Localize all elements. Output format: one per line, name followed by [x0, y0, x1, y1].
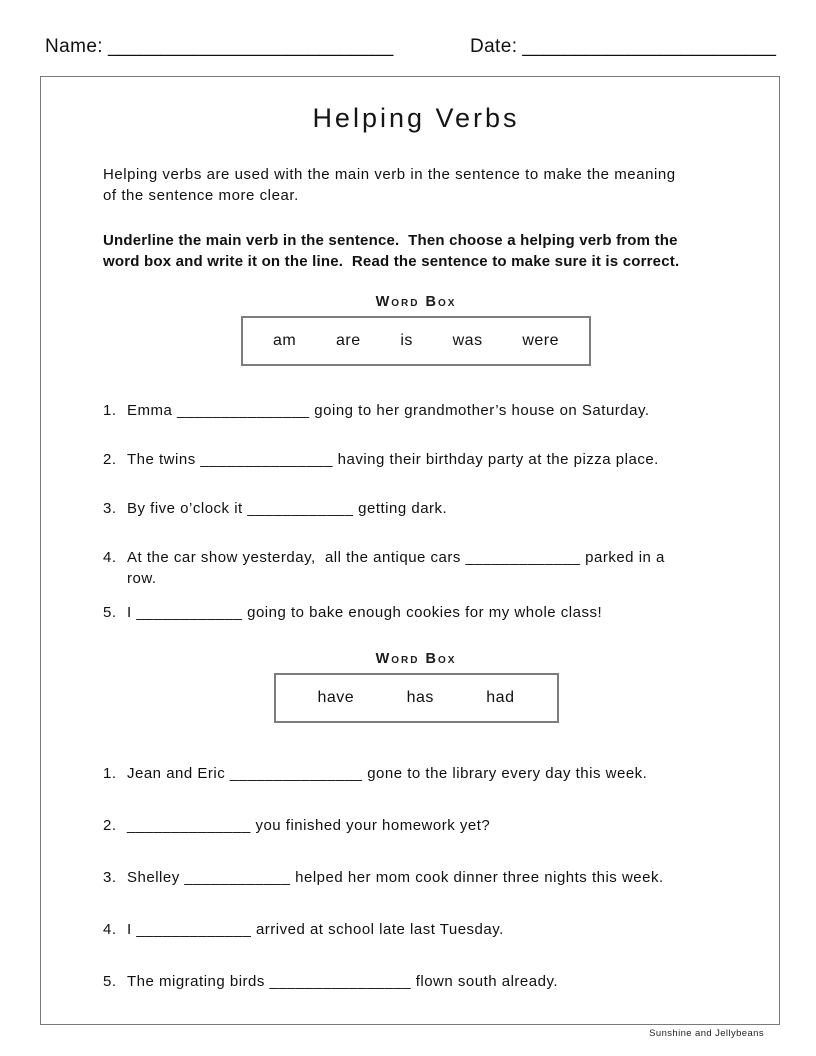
sentence-number: 1. — [103, 765, 117, 782]
sentence-number: 3. — [103, 869, 117, 886]
sentence-number: 3. — [103, 500, 117, 517]
sentence-text — [127, 602, 602, 623]
sentence-item — [103, 815, 729, 836]
word-box-word: has — [406, 689, 434, 706]
name-label: Name: — [45, 36, 103, 57]
sentence-text — [127, 815, 490, 836]
worksheet-sheet — [40, 76, 780, 1025]
name-blank-line: ___________________________ — [107, 36, 394, 57]
sentence-line: Emma _______________ going to her grandmother’s house on Saturday. — [127, 402, 650, 419]
sentence-item — [103, 971, 729, 992]
exercise-section-1 — [103, 294, 729, 623]
sentence-line: Shelley ____________ helped her mom cook dinner three nights this week. — [127, 869, 664, 886]
sentence-number: 4. — [103, 921, 117, 938]
sentence-item — [103, 919, 729, 940]
word-box — [274, 673, 559, 723]
sentence-line: ______________ you finished your homework yet? — [127, 817, 491, 834]
sentence-item — [103, 400, 729, 421]
text-line: word box and write it on the line. Read the sentence to make sure it is correct. — [103, 253, 680, 270]
sentence-text — [127, 971, 558, 992]
sentence-list — [103, 763, 729, 992]
word-box-word: have — [317, 689, 355, 706]
page-title: Helping Verbs — [312, 103, 520, 133]
sentence-line: Jean and Eric _______________ gone to the library every day this week. — [127, 765, 648, 782]
sentence-item — [103, 498, 729, 519]
date-blank-line: ________________________ — [522, 36, 776, 57]
sentence-line: The migrating birds ________________ flown south already. — [127, 973, 558, 990]
name-field — [45, 36, 393, 58]
sentence-number: 5. — [103, 604, 117, 621]
sentence-line: At the car show yesterday, all the antique cars _____________ parked in a — [127, 549, 665, 566]
date-field — [470, 36, 776, 58]
sentence-number: 1. — [103, 402, 117, 419]
word-box-label: Word Box — [375, 294, 457, 310]
sentence-number: 5. — [103, 973, 117, 990]
word-box — [241, 316, 591, 366]
text-line: Underline the main verb in the sentence. Then choose a helping verb from the — [103, 232, 678, 249]
word-box-word: were — [522, 332, 559, 349]
sentence-item — [103, 547, 729, 589]
intro-paragraph — [103, 164, 729, 206]
sentence-line: I ____________ going to bake enough cookies for my whole class! — [127, 604, 603, 621]
sentence-list — [103, 400, 729, 623]
sentence-text — [127, 547, 665, 589]
sentence-line: By five o’clock it ____________ getting dark. — [127, 500, 448, 517]
sentence-text — [127, 919, 504, 940]
header-row — [45, 36, 776, 58]
sentence-line: row. — [127, 570, 157, 587]
word-box-word: had — [486, 689, 515, 706]
sentence-text — [127, 400, 650, 421]
word-box-word: was — [452, 332, 483, 349]
sentence-item — [103, 763, 729, 784]
sentence-item — [103, 867, 729, 888]
sentence-line: The twins _______________ having their birthday party at the pizza place. — [127, 451, 659, 468]
sentence-item — [103, 449, 729, 470]
sentence-item — [103, 602, 729, 623]
word-box-word: is — [400, 332, 413, 349]
sentence-text — [127, 449, 659, 470]
sentence-text — [127, 498, 447, 519]
sentence-number: 2. — [103, 817, 117, 834]
footer-credit: Sunshine and Jellybeans — [649, 1028, 764, 1039]
sentence-text — [127, 763, 647, 784]
sentence-text — [127, 867, 664, 888]
text-line: Helping verbs are used with the main verb in the sentence to make the meaning — [103, 166, 676, 183]
word-box-word: am — [273, 332, 297, 349]
word-box-word: are — [335, 332, 361, 349]
sentence-number: 4. — [103, 549, 117, 566]
word-box-label: Word Box — [375, 651, 457, 667]
date-label: Date: — [469, 36, 518, 57]
sentence-line: I _____________ arrived at school late last Tuesday. — [127, 921, 504, 938]
instructions-paragraph — [103, 230, 729, 272]
sentence-number: 2. — [103, 451, 117, 468]
exercise-section-2 — [103, 651, 729, 992]
text-line: of the sentence more clear. — [103, 187, 299, 204]
